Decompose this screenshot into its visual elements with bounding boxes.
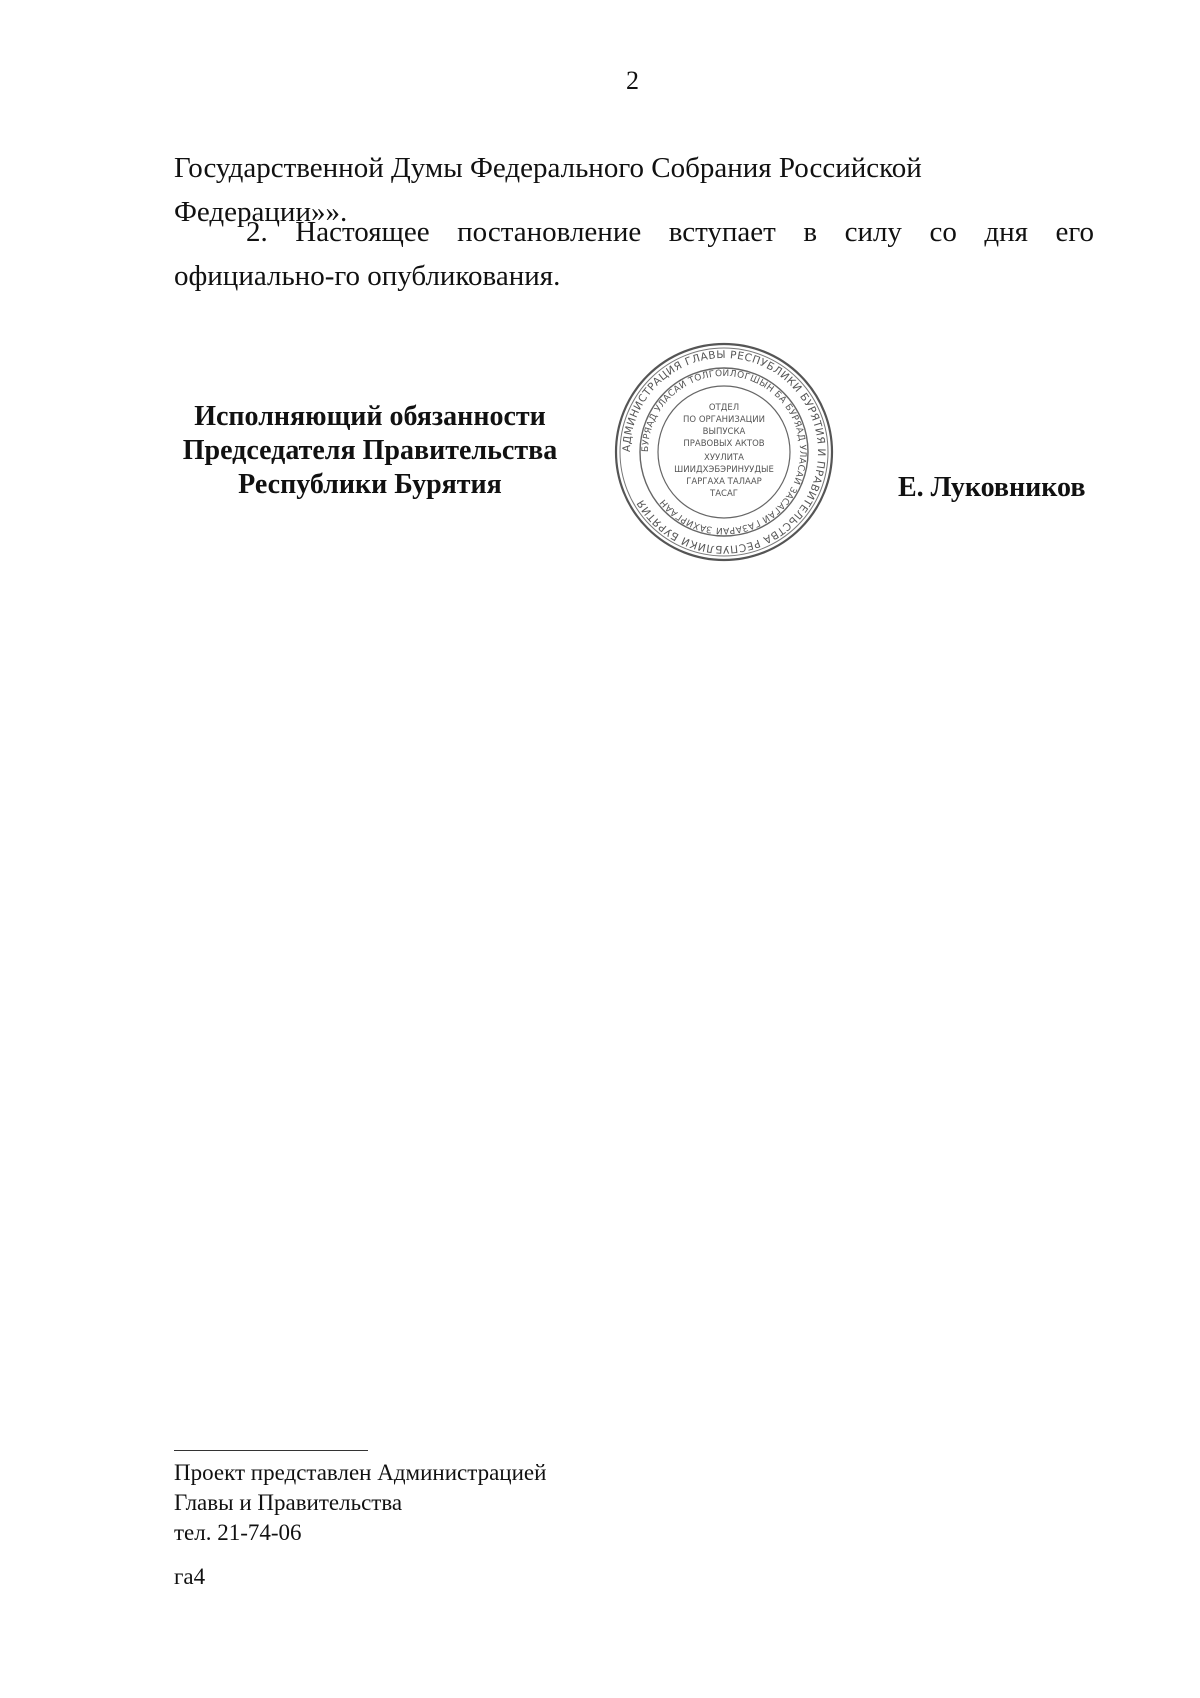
seal-center-line: ГАРГАХА ТАЛААР [686,477,762,487]
footnote-line-2: Главы и Правительства [174,1490,403,1515]
seal-center-line: ТАСАГ [710,489,738,499]
svg-text:АДМИНИСТРАЦИЯ ГЛАВЫ РЕСПУБЛИКИ [621,349,827,555]
seal-outer-text: АДМИНИСТРАЦИЯ ГЛАВЫ РЕСПУБЛИКИ БУРЯТИЯ И ПРАВИТЕЛЬСТВА РЕСПУБЛИКИ БУРЯТИЯ [620,348,828,556]
footnote-line-1: Проект представлен Администрацией [174,1460,547,1485]
footnote-phone: тел. 21-74-06 [174,1520,302,1545]
seal-center-line: ШИИДХЭБЭРИНУУДЫЕ [674,465,774,475]
signer-name: Е. Луковников [898,472,1086,503]
body-paragraph-1: Государственной Думы Федерального Собрания Российской Федерации»». [174,152,922,228]
body-paragraph-2: 2. Настоящее постановление вступает в силу со дня его официально-го опубликования. [174,216,1094,292]
footnote-divider [174,1450,368,1451]
footnote [174,1458,546,1548]
page-number: 2 [626,66,639,95]
seal-inner-ring-text: БУРЯАД УЛАСАЙ ТОЛГОЙЛОГШЫН БА БУРЯАД УЛАСАЙ ЗАСАГАЙ ГАЗАРАЙ ЗАХИРГААН [640,368,808,536]
official-seal [612,340,836,564]
seal-center-line: ОТДЕЛ [708,403,740,413]
seal-center-line: ПО ОРГАНИЗАЦИИ [683,415,765,425]
seal-center-line: ХУУЛИТА [704,453,744,463]
signer-title-line-1: Исполняющий обязанности [194,401,546,432]
signer-title-line-3: Республики Бурятия [238,469,502,500]
seal-center-line: ПРАВОВЫХ АКТОВ [683,439,765,449]
signer-title-line-2: Председателя Правительства [182,435,558,466]
signer-title [150,400,590,502]
seal-center-line: ВЫПУСКА [702,427,746,437]
svg-text:БУРЯАД УЛАСАЙ ТОЛГОЙЛОГШЫН БА [641,367,807,537]
document-code: га4 [174,1564,206,1589]
